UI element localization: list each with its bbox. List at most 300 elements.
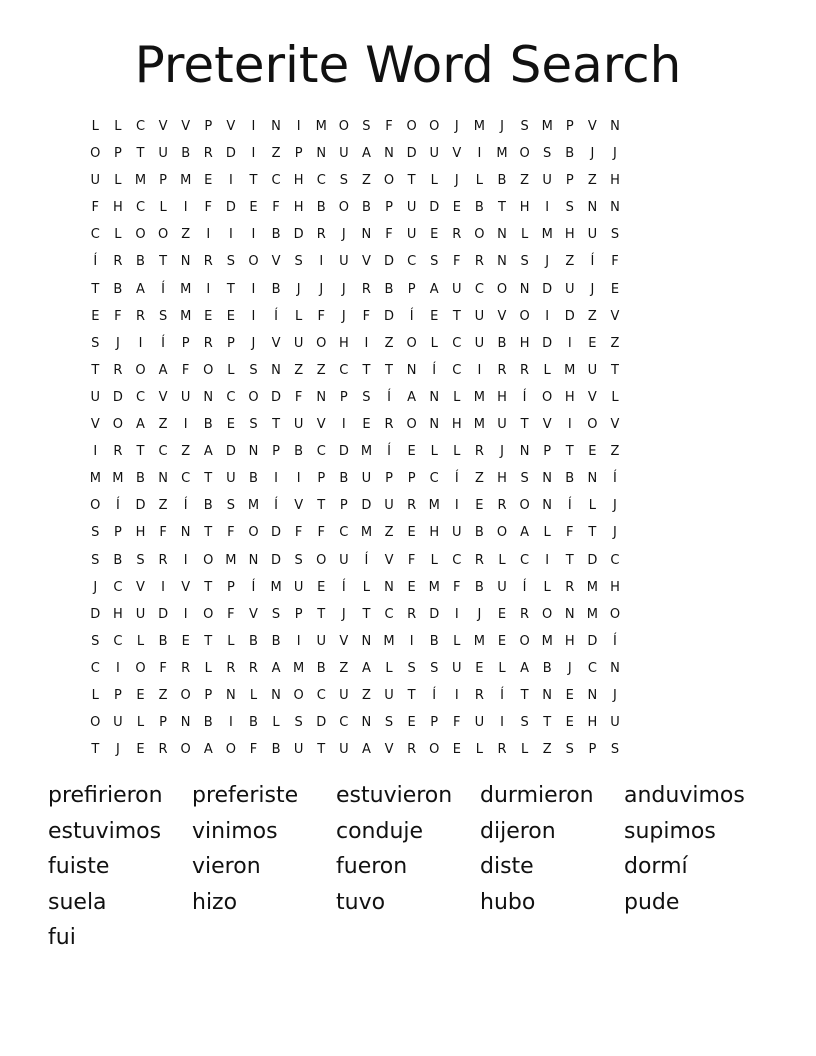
grid-letter: E <box>226 417 235 433</box>
grid-letter: M <box>586 579 598 595</box>
grid-letter: V <box>249 606 258 622</box>
grid-letter: L <box>136 715 145 731</box>
grid-letter: O <box>248 254 259 270</box>
grid-letter: U <box>587 227 598 243</box>
grid-letter: Í <box>567 498 572 514</box>
grid-letter: O <box>135 660 146 676</box>
grid-letter: S <box>136 552 145 568</box>
grid-letter: I <box>364 335 369 351</box>
grid-letter: I <box>567 417 572 433</box>
grid-letter: U <box>610 715 620 731</box>
grid-letter: R <box>113 444 123 460</box>
grid-letter: S <box>249 362 258 378</box>
grid-letter: B <box>565 146 575 162</box>
grid-letter: D <box>384 254 395 270</box>
grid-letter: M <box>496 146 508 162</box>
grid-letter: B <box>497 173 507 189</box>
grid-letter: R <box>248 660 258 676</box>
grid-letter: N <box>271 687 281 703</box>
grid-letter: C <box>407 254 417 270</box>
grid-letter: T <box>136 444 145 460</box>
grid-letter: V <box>136 579 145 595</box>
grid-letter: I <box>251 146 256 162</box>
grid-letter: O <box>406 119 417 134</box>
grid-letter: N <box>610 660 620 676</box>
grid-letter: D <box>293 227 304 243</box>
grid-letter: O <box>519 308 530 324</box>
grid-letter: L <box>498 660 506 676</box>
grid-letter: H <box>519 200 530 216</box>
grid-letter: N <box>519 281 530 297</box>
grid-letter: T <box>317 606 326 622</box>
grid-letter: Z <box>181 227 191 243</box>
grid-row <box>84 194 626 221</box>
grid-letter: U <box>180 389 191 405</box>
grid-letter: P <box>339 498 348 514</box>
grid-letter: J <box>545 254 550 270</box>
grid-letter: D <box>587 552 598 568</box>
grid-letter: A <box>361 146 371 162</box>
grid-letter: Z <box>587 308 597 324</box>
grid-letter: P <box>272 444 280 460</box>
grid-letter: T <box>610 362 619 378</box>
grid-letter: U <box>429 146 439 162</box>
grid-letter: I <box>161 579 165 595</box>
word-list-item: tuvo <box>336 889 386 915</box>
grid-letter: H <box>497 389 507 405</box>
grid-letter: S <box>565 200 574 216</box>
grid-letter: J <box>296 281 301 297</box>
grid-letter: E <box>497 606 507 622</box>
word-list-item: suela <box>48 889 107 915</box>
grid-letter: O <box>157 227 169 243</box>
grid-letter: M <box>180 308 192 324</box>
grid-letter: B <box>271 633 281 649</box>
grid-letter: C <box>90 227 100 243</box>
grid-letter: T <box>407 687 416 703</box>
grid-letter: T <box>272 417 281 433</box>
grid-letter: R <box>407 606 417 622</box>
grid-letter: P <box>407 471 416 487</box>
grid-letter: P <box>317 471 326 487</box>
grid-letter: S <box>294 552 303 568</box>
grid-letter: Z <box>361 173 371 189</box>
grid-letter: I <box>183 552 188 568</box>
grid-letter: U <box>452 281 462 297</box>
grid-letter: O <box>225 742 236 758</box>
grid-letter: Z <box>520 173 530 189</box>
grid-row <box>84 628 626 655</box>
grid-letter: P <box>294 606 303 622</box>
grid-letter: O <box>248 525 259 541</box>
grid-letter: E <box>249 200 258 216</box>
word-list-item: hizo <box>192 889 238 915</box>
grid-letter: R <box>474 552 484 568</box>
grid-letter: E <box>610 281 620 297</box>
grid-letter: Í <box>93 254 98 270</box>
grid-letter: Í <box>387 389 391 405</box>
grid-letter: B <box>248 633 258 649</box>
grid-letter: H <box>338 335 349 351</box>
grid-letter: C <box>452 362 462 378</box>
grid-letter: T <box>91 742 100 758</box>
grid-letter: V <box>339 633 349 649</box>
grid-letter: N <box>587 471 598 487</box>
grid-letter: N <box>361 633 372 649</box>
grid-letter: U <box>565 281 575 297</box>
grid-letter: Í <box>409 308 414 324</box>
grid-letter: N <box>180 715 191 731</box>
grid-letter: D <box>225 200 236 216</box>
grid-row <box>84 357 626 384</box>
grid-letter: B <box>339 471 349 487</box>
grid-letter: U <box>339 254 349 270</box>
grid-letter: Z <box>565 254 575 270</box>
grid-letter: F <box>317 525 325 541</box>
grid-letter: S <box>294 715 303 731</box>
grid-letter: P <box>159 715 167 731</box>
grid-letter: L <box>227 362 235 378</box>
grid-letter: C <box>339 362 349 378</box>
grid-letter: C <box>316 444 326 460</box>
grid-letter: F <box>453 715 461 731</box>
grid-letter: I <box>545 552 550 568</box>
grid-letter: F <box>91 200 100 216</box>
grid-letter: F <box>272 200 280 216</box>
grid-letter: R <box>158 552 168 568</box>
grid-letter: T <box>91 362 100 378</box>
word-list-item: vieron <box>192 854 261 880</box>
grid-letter: M <box>383 633 395 649</box>
grid-letter: N <box>316 146 327 162</box>
grid-letter: A <box>520 525 530 541</box>
grid-letter: O <box>135 362 146 378</box>
grid-letter: O <box>609 606 621 622</box>
grid-letter: H <box>610 579 620 595</box>
grid-letter: Z <box>181 444 191 460</box>
grid-letter: R <box>158 742 168 758</box>
grid-letter: S <box>249 417 258 433</box>
grid-letter: O <box>135 227 146 243</box>
grid-letter: I <box>115 660 120 676</box>
grid-letter: P <box>430 715 439 731</box>
grid-letter: M <box>473 119 485 134</box>
grid-letter: B <box>248 471 258 487</box>
grid-row <box>84 547 626 574</box>
grid-letter: M <box>180 173 192 189</box>
grid-letter: C <box>113 579 123 595</box>
grid-letter: D <box>90 606 101 622</box>
grid-letter: U <box>474 715 485 731</box>
grid-letter: L <box>114 173 122 189</box>
grid-letter: O <box>203 552 214 568</box>
grid-letter: E <box>407 525 416 541</box>
grid-letter: C <box>452 335 462 351</box>
grid-letter: T <box>452 308 461 324</box>
grid-letter: N <box>361 715 372 731</box>
grid-row <box>84 113 626 140</box>
grid-letter: U <box>474 308 485 324</box>
grid-letter: T <box>407 173 416 189</box>
grid-letter: J <box>477 606 482 622</box>
grid-letter: D <box>271 525 282 541</box>
grid-letter: O <box>474 227 485 243</box>
grid-letter: J <box>93 579 98 595</box>
grid-letter: N <box>271 362 281 378</box>
grid-letter: J <box>341 308 346 324</box>
grid-letter: D <box>564 308 575 324</box>
grid-letter: J <box>115 742 120 758</box>
grid-letter: O <box>519 146 530 162</box>
word-list-item: conduje <box>336 818 424 844</box>
grid-row <box>84 248 626 275</box>
grid-letter: U <box>497 579 507 595</box>
grid-letter: C <box>271 173 281 189</box>
grid-letter: L <box>295 308 303 324</box>
grid-letter: I <box>206 281 211 297</box>
grid-letter: D <box>406 146 417 162</box>
grid-letter: B <box>542 660 552 676</box>
grid-letter: O <box>519 498 530 514</box>
grid-letter: Z <box>587 173 597 189</box>
grid-letter: S <box>226 498 235 514</box>
grid-letter: M <box>293 660 305 676</box>
grid-letter: N <box>180 525 191 541</box>
grid-letter: I <box>251 227 256 243</box>
grid-letter: M <box>428 498 440 514</box>
grid-letter: I <box>296 119 301 134</box>
grid-letter: R <box>407 742 417 758</box>
grid-letter: I <box>454 606 459 622</box>
grid-letter: I <box>183 417 188 433</box>
grid-letter: H <box>113 200 123 216</box>
grid-row <box>84 276 626 303</box>
grid-letter: S <box>384 715 394 731</box>
grid-letter: S <box>430 254 439 270</box>
word-list-item: hubo <box>480 889 536 915</box>
grid-letter: B <box>271 742 281 758</box>
grid-letter: V <box>587 119 597 134</box>
grid-letter: M <box>541 633 553 649</box>
grid-letter: S <box>362 119 371 134</box>
grid-letter: D <box>112 389 123 405</box>
grid-row <box>84 438 626 465</box>
grid-letter: J <box>567 660 572 676</box>
grid-row <box>84 655 626 682</box>
word-list-item: estuvieron <box>336 783 453 808</box>
grid-row <box>84 519 626 546</box>
grid-letter: E <box>565 687 574 703</box>
grid-letter: R <box>497 742 507 758</box>
grid-letter: Z <box>384 525 394 541</box>
grid-letter: Í <box>251 579 256 595</box>
grid-letter: H <box>113 606 123 622</box>
grid-letter: E <box>407 715 416 731</box>
grid-letter: U <box>135 606 146 622</box>
grid-letter: D <box>429 200 440 216</box>
grid-letter: Í <box>522 579 527 595</box>
word-list-item: supimos <box>624 818 716 844</box>
grid-letter: D <box>542 281 553 297</box>
grid-letter: B <box>136 254 145 270</box>
grid-letter: U <box>542 173 552 189</box>
grid-letter: N <box>158 471 168 487</box>
grid-letter: H <box>293 173 304 189</box>
grid-letter: H <box>293 200 304 216</box>
grid-letter: U <box>384 687 394 703</box>
grid-letter: R <box>316 227 326 243</box>
grid-row <box>84 411 626 438</box>
grid-letter: Í <box>613 633 617 649</box>
grid-letter: T <box>385 362 393 378</box>
grid-letter: F <box>204 200 212 216</box>
grid-letter: P <box>588 742 597 758</box>
grid-letter: E <box>204 308 213 324</box>
grid-letter: Z <box>158 687 168 703</box>
grid-letter: U <box>452 525 462 541</box>
grid-row <box>84 709 626 736</box>
grid-letter: I <box>454 498 459 514</box>
grid-letter: U <box>587 362 598 378</box>
grid-letter: M <box>89 471 101 487</box>
grid-letter: B <box>384 281 394 297</box>
grid-letter: M <box>112 471 124 487</box>
grid-letter: O <box>90 715 101 731</box>
grid-letter: S <box>91 633 100 649</box>
grid-letter: O <box>203 606 214 622</box>
grid-letter: P <box>226 335 235 351</box>
grid-letter: T <box>565 444 574 460</box>
grid-letter: L <box>588 498 596 514</box>
grid-letter: I <box>454 687 459 703</box>
grid-letter: C <box>113 633 123 649</box>
grid-letter: N <box>271 119 281 134</box>
grid-letter: U <box>406 227 417 243</box>
grid-letter: E <box>430 227 439 243</box>
grid-letter: R <box>474 444 484 460</box>
grid-letter: J <box>341 227 346 243</box>
grid-letter: N <box>519 444 530 460</box>
grid-row <box>84 221 626 248</box>
grid-letter: L <box>498 552 506 568</box>
grid-letter: Z <box>384 335 394 351</box>
grid-letter: L <box>543 362 551 378</box>
grid-letter: B <box>203 715 213 731</box>
grid-letter: I <box>341 417 346 433</box>
grid-letter: D <box>225 146 236 162</box>
grid-letter: R <box>135 308 145 324</box>
word-list-item: pude <box>624 889 680 915</box>
grid-letter: H <box>451 417 462 433</box>
grid-letter: N <box>429 417 440 433</box>
grid-letter: J <box>115 335 120 351</box>
grid-letter: R <box>474 254 484 270</box>
grid-letter: J <box>590 146 595 162</box>
grid-letter: P <box>113 525 122 541</box>
grid-letter: M <box>428 579 440 595</box>
grid-letter: E <box>136 687 145 703</box>
grid-letter: L <box>543 525 551 541</box>
grid-letter: Í <box>364 552 369 568</box>
grid-letter: M <box>270 579 282 595</box>
grid-letter: B <box>474 200 484 216</box>
grid-row <box>84 574 626 601</box>
grid-letter: S <box>294 254 303 270</box>
grid-letter: C <box>339 525 349 541</box>
grid-letter: L <box>249 687 258 703</box>
grid-letter: R <box>520 606 530 622</box>
grid-letter: F <box>407 552 416 568</box>
grid-letter: O <box>248 389 259 405</box>
grid-letter: T <box>204 525 213 541</box>
grid-letter: M <box>360 444 373 460</box>
grid-letter: S <box>520 119 529 134</box>
grid-letter: O <box>203 362 214 378</box>
grid-letter: S <box>158 308 168 324</box>
grid-letter: D <box>361 498 372 514</box>
grid-letter: O <box>429 119 440 134</box>
grid-letter: J <box>590 281 595 297</box>
grid-letter: P <box>181 335 190 351</box>
grid-letter: Z <box>271 146 281 162</box>
grid-letter: I <box>183 606 188 622</box>
word-list-item: prefirieron <box>48 783 163 808</box>
grid-letter: U <box>158 146 168 162</box>
grid-letter: L <box>453 389 461 405</box>
grid-letter: F <box>317 308 325 324</box>
grid-letter: I <box>183 200 188 216</box>
grid-letter: I <box>93 444 98 460</box>
grid-letter: I <box>296 633 301 649</box>
grid-letter: F <box>385 119 393 134</box>
grid-letter: U <box>339 687 349 703</box>
grid-letter: B <box>136 471 145 487</box>
grid-letter: Í <box>500 687 504 703</box>
grid-letter: S <box>226 254 235 270</box>
grid-letter: E <box>588 335 597 351</box>
grid-letter: R <box>384 417 394 433</box>
grid-letter: I <box>228 715 233 731</box>
grid-letter: R <box>113 254 123 270</box>
grid-letter: A <box>136 281 145 297</box>
grid-letter: S <box>565 742 574 758</box>
grid-letter: B <box>203 417 213 433</box>
grid-letter: L <box>430 335 438 351</box>
grid-letter: L <box>272 715 280 731</box>
grid-letter: F <box>566 525 574 541</box>
grid-letter: T <box>565 552 574 568</box>
grid-letter: E <box>226 308 235 324</box>
grid-letter: U <box>406 200 417 216</box>
grid-letter: N <box>316 389 327 405</box>
grid-letter: F <box>181 362 190 378</box>
grid-letter: C <box>135 200 146 216</box>
grid-letter: Í <box>274 498 278 514</box>
grid-letter: T <box>204 633 213 649</box>
grid-letter: P <box>226 579 235 595</box>
word-list-item: vinimos <box>192 818 278 844</box>
grid-letter: Z <box>610 444 620 460</box>
grid-letter: D <box>587 633 598 649</box>
grid-letter: S <box>339 173 348 189</box>
grid-letter: Z <box>158 417 168 433</box>
grid-letter: N <box>248 444 259 460</box>
grid-letter: Í <box>613 471 617 487</box>
grid-letter: B <box>271 281 281 297</box>
grid-letter: A <box>361 742 371 758</box>
grid-letter: U <box>90 389 101 405</box>
grid-letter: V <box>181 119 191 134</box>
